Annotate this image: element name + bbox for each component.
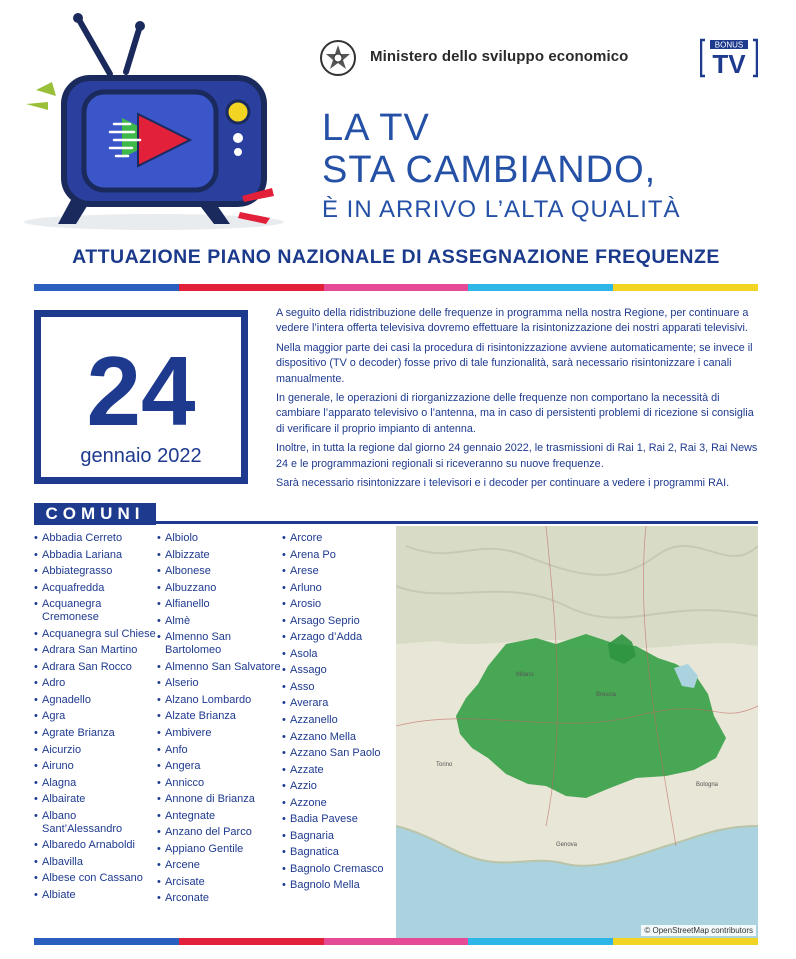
map-place-label: Brescia [596,692,617,698]
plan-title: ATTUAZIONE PIANO NAZIONALE DI ASSEGNAZIONE FREQUENZE [72,246,720,268]
tv-illustration [14,12,284,234]
comune-item: • Albese con Cassano [34,872,156,885]
map-place-label: Bologna [696,782,719,788]
comune-item: • Arena Po [282,549,394,562]
comune-item: • Abbadia Cerreto [34,532,156,545]
date-box [34,310,248,484]
headline-line-3: È IN ARRIVO L’ALTA QUALITÀ [322,196,681,223]
info-paragraph-2: Nella maggior parte dei casi la procedura di risintonizzazione avviene automaticamente; se invece il dispositivo (TV o decoder) fosse privo di tale funzionalità, sarà necessario risintonizzare i canali manualmente. [276,341,753,385]
date-day: 24 [86,336,196,446]
info-text [276,306,762,495]
comune-item: • Albiolo [157,532,281,545]
stripe-segment [324,284,469,291]
comune-item: • Almè [157,615,281,628]
comune-item: • Albairate [34,793,156,806]
comuni-column-2 [157,532,281,909]
comune-item: • Azzanello [282,714,394,727]
comune-item: • Alzano Lombardo [157,694,281,707]
comune-item: • Albuzzano [157,582,281,595]
color-stripe-bottom [34,938,758,945]
comune-item: • Azzate [282,764,394,777]
map-place-label: Torino [436,762,453,768]
comune-item: • Badia Pavese [282,813,394,826]
comune-item: • Arsago Seprio [282,615,394,628]
info-paragraph-4: Inoltre, in tutta la regione dal giorno 24 gennaio 2022, le trasmissioni di Rai 1, Rai 2, Rai 3, Rai News 24 e le programmazioni regionali si riceveranno su nuove frequenze. [276,442,758,470]
color-stripe-top [34,284,758,291]
svg-text:BONUS: BONUS [714,40,744,50]
comune-item: • Bagnatica [282,846,394,859]
stripe-segment [468,938,613,945]
bonus-tv-logo [700,38,758,78]
comune-item: • Antegnate [157,810,281,823]
comune-item: • Albiate [34,889,156,902]
comune-item: • Alserio [157,677,281,690]
comune-item: • Adrara San Rocco [34,661,156,674]
comune-item: • Alzate Brianza [157,710,281,723]
comune-item: • Azzano San Paolo [282,747,394,760]
stripe-segment [613,284,758,291]
info-paragraph-3: In generale, le operazioni di riorganizzazione delle frequenze non comportano la necessità di cambiare l’apparato televisivo o l’antenna, ma in caso di persistenti problemi di ricezione si consiglia di verificare il proprio impianto di antenna. [276,392,754,435]
comune-item: • Agrate Brianza [34,727,156,740]
stripe-segment [179,284,324,291]
ministry-name: Ministero dello sviluppo economico [370,48,629,65]
comune-item: • Azzone [282,797,394,810]
coverage-map [396,526,758,938]
ministry-emblem-icon [318,38,358,78]
comune-item: • Bagnolo Cremasco [282,863,394,876]
stripe-segment [324,938,469,945]
comune-item: • Adrara San Martino [34,644,156,657]
comune-item: • Alfianello [157,598,281,611]
comune-item: • Arosio [282,598,394,611]
headline-line-2: STA CAMBIANDO, [322,149,657,191]
svg-text:TV: TV [712,49,746,78]
comune-item: • Arcore [282,532,394,545]
comune-item: • Averara [282,697,394,710]
comune-item: • Appiano Gentile [157,843,281,856]
stripe-segment [613,938,758,945]
date-month-year: gennaio 2022 [80,445,202,467]
comune-item: • Ambivere [157,727,281,740]
comune-item: • Anzano del Parco [157,826,281,839]
comune-item: • Azzio [282,780,394,793]
comuni-column-1 [34,532,156,905]
map-place-label: Genova [556,842,578,848]
map-place-label: Milano [516,672,534,678]
comune-item: • Adro [34,677,156,690]
comune-item: • Albizzate [157,549,281,562]
comune-item: • Airuno [34,760,156,773]
comune-item: • Abbiategrasso [34,565,156,578]
comuni-column-3 [282,532,394,896]
comune-item: • Annicco [157,777,281,790]
stripe-segment [34,284,179,291]
comune-item: • Almenno San Bartolomeo [157,631,281,657]
comune-item: • Bagnolo Mella [282,879,394,892]
comune-item: • Albaredo Arnaboldi [34,839,156,852]
comune-item: • Abbadia Lariana [34,549,156,562]
stripe-segment [179,938,324,945]
coverage-map-image [396,526,758,938]
comune-item: • Anfo [157,744,281,757]
info-paragraph-5: Sarà necessario risintonizzare i televisori e i decoder per continuare a vedere i programmi RAI. [276,477,730,490]
comune-item: • Arcisate [157,876,281,889]
info-paragraph-1: A seguito della ridistribuzione delle frequenze in programma nella nostra Regione, per continuare a vedere l’intera offerta televisiva dovremo effettuare la risintonizzazione dei nostri apparati televisivi. [276,307,749,335]
comune-item: • Albonese [157,565,281,578]
stripe-segment [34,938,179,945]
comune-item: • Assago [282,664,394,677]
headline-line-1: LA TV [322,107,430,149]
comune-item: • Alagna [34,777,156,790]
comuni-label: COMUNI [34,503,156,525]
comune-item: • Aicurzio [34,744,156,757]
comune-item: • Agra [34,710,156,723]
stripe-segment [468,284,613,291]
comune-item: • Annone di Brianza [157,793,281,806]
comune-item: • Acquafredda [34,582,156,595]
comune-item: • Azzano Mella [282,731,394,744]
comune-item: • Acquanegra sul Chiese [34,628,156,641]
map-attribution: © OpenStreetMap contributors [641,925,756,936]
comune-item: • Albano Sant’Alessandro [34,810,156,836]
comune-item: • Agnadello [34,694,156,707]
comune-item: • Almenno San Salvatore [157,661,281,674]
comune-item: • Arzago d’Adda [282,631,394,644]
comune-item: • Arluno [282,582,394,595]
comune-item: • Asola [282,648,394,661]
comune-item: • Asso [282,681,394,694]
comune-item: • Arcene [157,859,281,872]
comune-item: • Arese [282,565,394,578]
comune-item: • Arconate [157,892,281,905]
comune-item: • Bagnaria [282,830,394,843]
comune-item: • Albavilla [34,856,156,869]
comune-item: • Acquanegra Cremonese [34,598,156,624]
comune-item: • Angera [157,760,281,773]
